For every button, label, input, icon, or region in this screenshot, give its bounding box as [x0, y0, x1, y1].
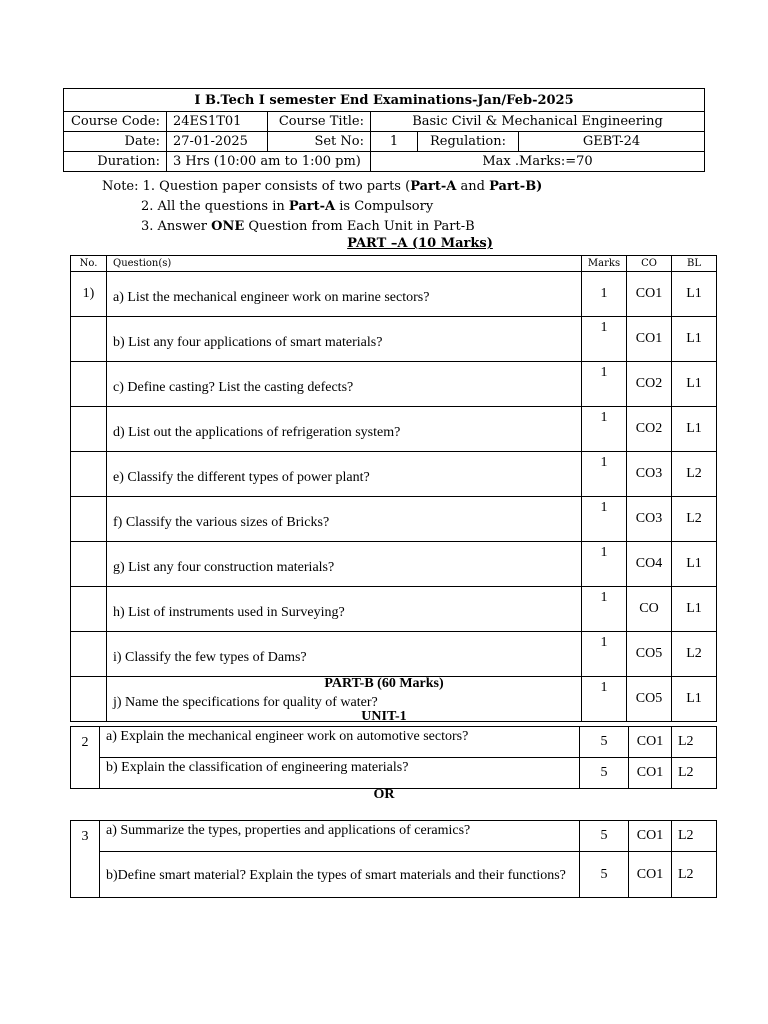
question-co: CO5: [627, 677, 672, 722]
question-text: i) Classify the few types of Dams?: [107, 632, 582, 677]
note-line-3: 3. Answer ONE Question from Each Unit in Part-B: [141, 219, 475, 234]
question-bl: L2: [672, 821, 717, 852]
col-no-header: No.: [71, 256, 107, 272]
question-bl: L1: [672, 407, 717, 452]
regulation-label: Regulation:: [418, 132, 519, 152]
date-value: 27-01-2025: [167, 132, 268, 152]
question-number: [71, 497, 107, 542]
question-number: [71, 452, 107, 497]
part-a-row: [71, 452, 717, 497]
question-number: 3: [71, 821, 100, 898]
question-bl: L1: [672, 677, 717, 722]
question-text: b) List any four applications of smart materials?: [107, 317, 582, 362]
instructions-note: [102, 177, 542, 237]
question-2-table: [70, 726, 717, 789]
question-text: h) List of instruments used in Surveying?: [107, 587, 582, 632]
question-bl: L2: [672, 632, 717, 677]
question-bl: L1: [672, 317, 717, 362]
question-bl: L1: [672, 587, 717, 632]
note-line-2: 2. All the questions in Part-A is Compulsory: [141, 199, 434, 214]
question-bl: L2: [672, 852, 717, 898]
question-co: CO1: [627, 317, 672, 362]
question-marks: 5: [580, 727, 629, 758]
question-number: [71, 362, 107, 407]
course-title-value: Basic Civil & Mechanical Engineering: [371, 112, 705, 132]
question-co: CO2: [627, 362, 672, 407]
question-number: 1): [71, 272, 107, 317]
question-marks: 5: [580, 821, 629, 852]
question-text: a) Explain the mechanical engineer work on automotive sectors?: [100, 727, 580, 758]
question-marks: 1: [582, 632, 627, 677]
note-line-1: Note: 1. Question paper consists of two parts (Part-A and Part-B): [102, 179, 543, 194]
duration-value: 3 Hrs (10:00 am to 1:00 pm): [167, 152, 371, 172]
question-bl: L1: [672, 272, 717, 317]
question-marks: 1: [582, 317, 627, 362]
regulation-value: GEBT-24: [519, 132, 705, 152]
question-3-table: [70, 820, 717, 898]
question-co: CO1: [627, 272, 672, 317]
part-a-row: [71, 587, 717, 632]
question-co: CO5: [627, 632, 672, 677]
question-marks: 5: [580, 758, 629, 789]
question-co: CO4: [627, 542, 672, 587]
set-no-value: 1: [371, 132, 418, 152]
question-co: CO1: [629, 821, 672, 852]
or-separator: OR: [373, 787, 395, 802]
question-marks: 1: [582, 497, 627, 542]
question-co: CO1: [629, 852, 672, 898]
question-co: CO3: [627, 452, 672, 497]
question-co: CO: [627, 587, 672, 632]
question-number: 2: [71, 727, 100, 789]
question-co: CO3: [627, 497, 672, 542]
question-text: a) Summarize the types, properties and applications of ceramics?: [100, 821, 580, 852]
question-marks: 1: [582, 587, 627, 632]
col-co-header: CO: [627, 256, 672, 272]
exam-title: I B.Tech I semester End Examinations-Jan/Feb-2025: [64, 89, 705, 112]
question-text: f) Classify the various sizes of Bricks?: [107, 497, 582, 542]
part-b-title: PART-B (60 Marks): [324, 676, 444, 691]
question-marks: 1: [582, 362, 627, 407]
set-no-label: Set No:: [268, 132, 371, 152]
date-label: Date:: [64, 132, 167, 152]
question-text: d) List out the applications of refrigeration system?: [107, 407, 582, 452]
question-marks: 1: [582, 272, 627, 317]
question-co: CO2: [627, 407, 672, 452]
max-marks: Max .Marks:=70: [371, 152, 705, 172]
part-a-row: [71, 407, 717, 452]
part-a-row: [71, 497, 717, 542]
part-a-row: [71, 272, 717, 317]
course-code-value: 24ES1T01: [167, 112, 268, 132]
question-co: CO1: [629, 758, 672, 789]
question-co: CO1: [629, 727, 672, 758]
part-a-row: [71, 542, 717, 587]
question-marks: 1: [582, 677, 627, 722]
question-bl: L2: [672, 758, 717, 789]
part-a-row: [71, 632, 717, 677]
question-bl: L2: [672, 497, 717, 542]
question-number: [71, 317, 107, 362]
question-bl: L1: [672, 362, 717, 407]
question-text: a) List the mechanical engineer work on marine sectors?: [107, 272, 582, 317]
question-number: [71, 542, 107, 587]
question-number: [71, 587, 107, 632]
question-marks: 1: [582, 407, 627, 452]
question-number: [71, 632, 107, 677]
question-bl: L1: [672, 542, 717, 587]
question-text: e) Classify the different types of power plant?: [107, 452, 582, 497]
part-a-row: [71, 317, 717, 362]
question-text: g) List any four construction materials?: [107, 542, 582, 587]
question-marks: 1: [582, 452, 627, 497]
question-text: c) Define casting? List the casting defects?: [107, 362, 582, 407]
unit-1-title: UNIT-1: [361, 709, 407, 724]
question-marks: 1: [582, 542, 627, 587]
question-marks: 5: [580, 852, 629, 898]
col-question-header: Question(s): [107, 256, 582, 272]
col-marks-header: Marks: [582, 256, 627, 272]
col-bl-header: BL: [672, 256, 717, 272]
part-a-title: PART –A (10 Marks): [347, 236, 493, 251]
part-a-table: [70, 255, 717, 722]
question-number: [71, 407, 107, 452]
course-code-label: Course Code:: [64, 112, 167, 132]
question-text: b)Define smart material? Explain the types of smart materials and their functions?: [100, 852, 580, 898]
duration-label: Duration:: [64, 152, 167, 172]
question-text: j) Name the specifications for quality of water?: [107, 677, 582, 722]
exam-header-table: [63, 88, 705, 172]
question-text: b) Explain the classification of engineering materials?: [100, 758, 580, 789]
question-bl: L2: [672, 727, 717, 758]
course-title-label: Course Title:: [268, 112, 371, 132]
question-bl: L2: [672, 452, 717, 497]
part-a-row: [71, 362, 717, 407]
